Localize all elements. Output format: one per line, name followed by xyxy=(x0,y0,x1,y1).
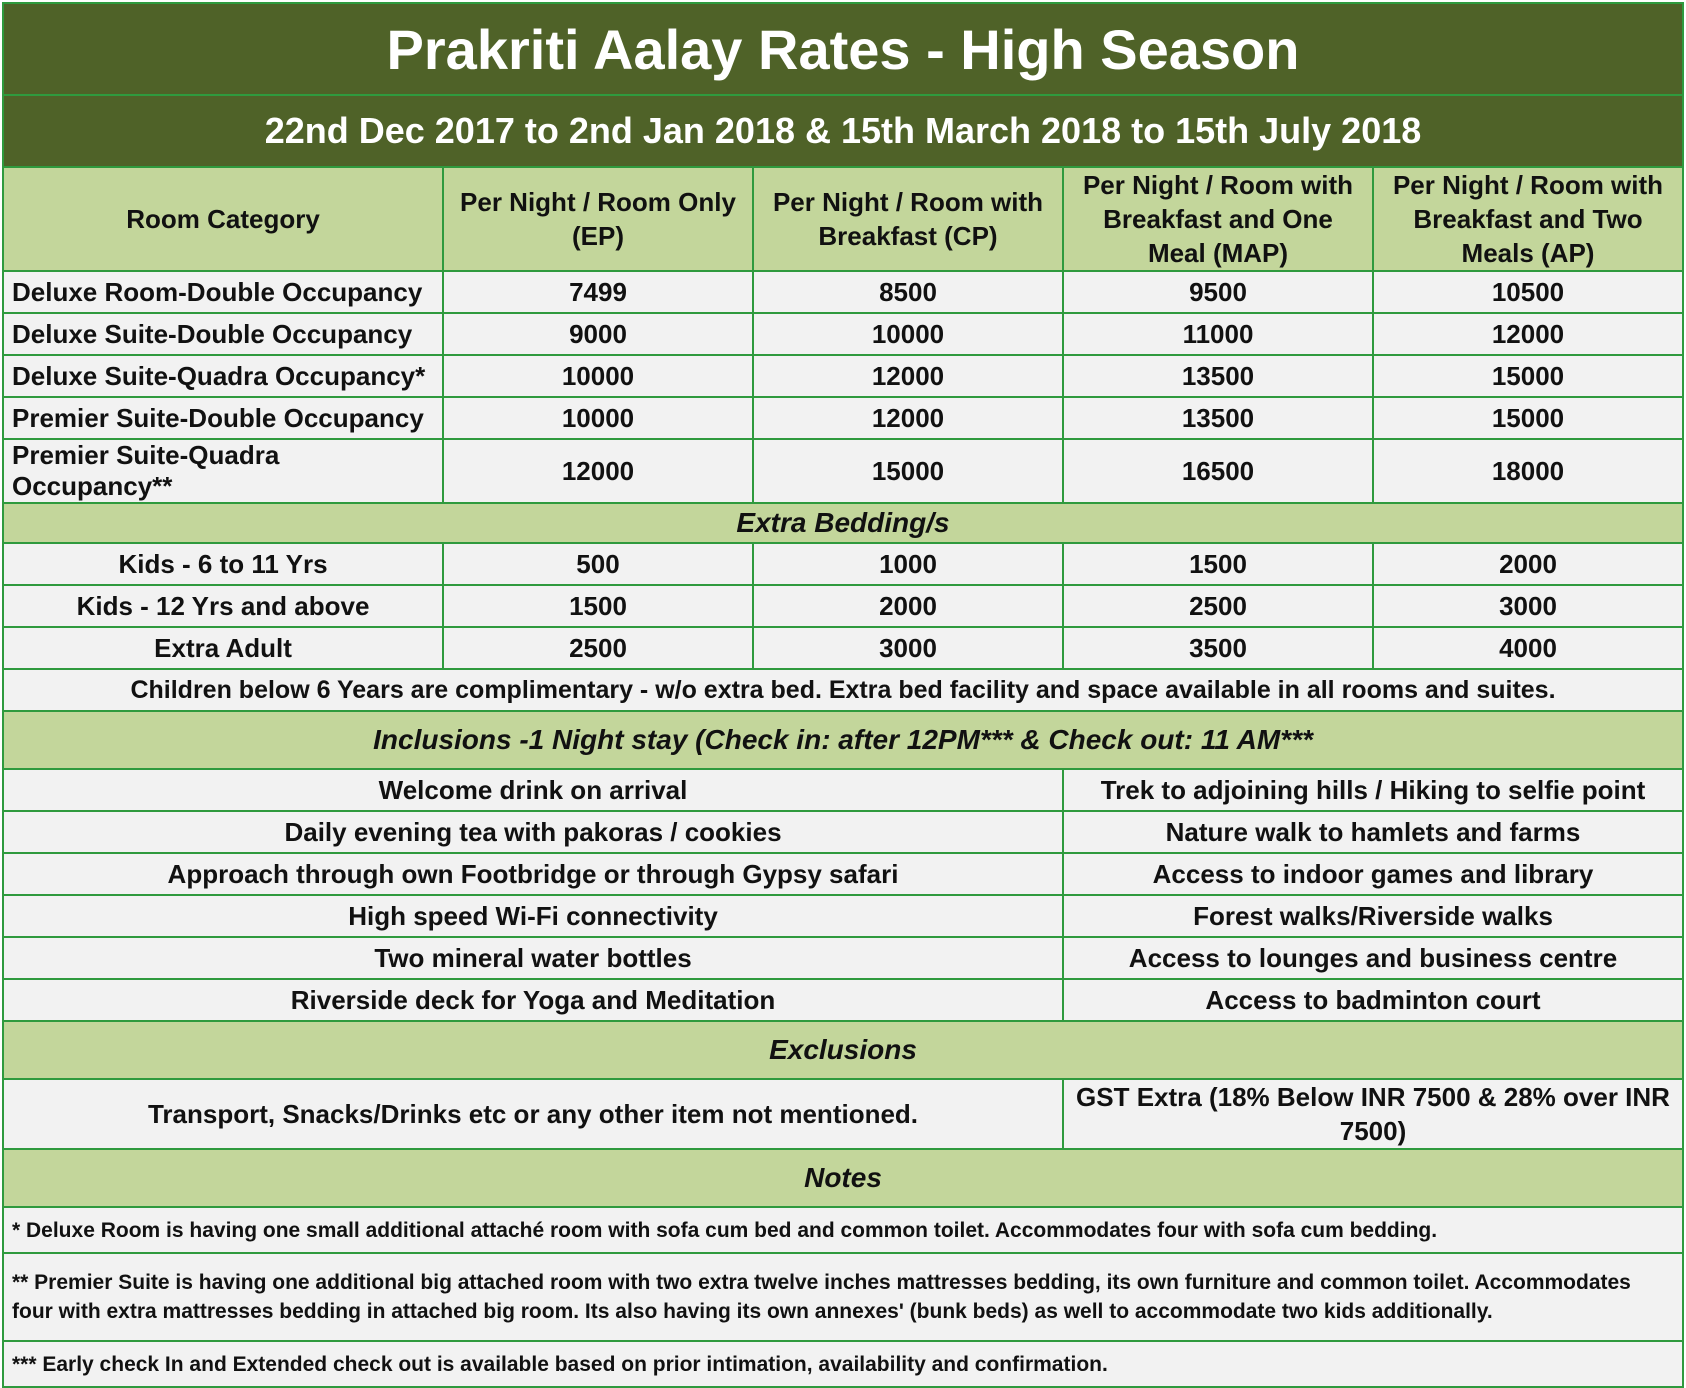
rate-cp: 2000 xyxy=(753,585,1063,627)
list-item xyxy=(3,853,1683,895)
rate-ep: 500 xyxy=(443,543,753,585)
inclusion-right: Access to lounges and business centre xyxy=(1063,937,1683,979)
extra-bedding-heading-row xyxy=(3,503,1683,543)
room-name: Premier Suite-Quadra Occupancy** xyxy=(3,439,443,503)
table-row xyxy=(3,271,1683,313)
column-header-row xyxy=(3,167,1683,271)
note-row xyxy=(3,1253,1683,1341)
note-item: *** Early check In and Extended check out is available based on prior intimation, availability and confirmation. xyxy=(3,1341,1683,1387)
children-note-row xyxy=(3,669,1683,711)
room-name: Premier Suite-Double Occupancy xyxy=(3,397,443,439)
rate-cp: 1000 xyxy=(753,543,1063,585)
inclusion-right: Access to badminton court xyxy=(1063,979,1683,1021)
bedding-name: Extra Adult xyxy=(3,627,443,669)
rate-map: 11000 xyxy=(1063,313,1373,355)
room-name: Deluxe Suite-Double Occupancy xyxy=(3,313,443,355)
header-ap: Per Night / Room with Breakfast and Two Meals (AP) xyxy=(1373,167,1683,271)
header-map: Per Night / Room with Breakfast and One Meal (MAP) xyxy=(1063,167,1373,271)
rate-ap: 15000 xyxy=(1373,397,1683,439)
rate-map: 9500 xyxy=(1063,271,1373,313)
table-row xyxy=(3,585,1683,627)
list-item xyxy=(3,979,1683,1021)
list-item xyxy=(3,895,1683,937)
exclusions-heading: Exclusions xyxy=(3,1021,1683,1079)
rate-map: 3500 xyxy=(1063,627,1373,669)
exclusion-right: GST Extra (18% Below INR 7500 & 28% over INR 7500) xyxy=(1063,1079,1683,1149)
table-row xyxy=(3,313,1683,355)
inclusion-right: Forest walks/Riverside walks xyxy=(1063,895,1683,937)
table-row xyxy=(3,439,1683,503)
bedding-name: Kids - 6 to 11 Yrs xyxy=(3,543,443,585)
rate-ep: 9000 xyxy=(443,313,753,355)
note-item: ** Premier Suite is having one additional big attached room with two extra twelve inches mattresses bedding, its own furniture and common toilet. Accommodates four with extra mattresses bedding in attached big room. Its also having its own annexes' (bunk beds) as well to accommodate two kids additionally. xyxy=(3,1253,1683,1341)
note-row xyxy=(3,1341,1683,1387)
table-row xyxy=(3,627,1683,669)
rate-ap: 18000 xyxy=(1373,439,1683,503)
inclusion-left: Two mineral water bottles xyxy=(3,937,1063,979)
rate-map: 1500 xyxy=(1063,543,1373,585)
rate-ap: 15000 xyxy=(1373,355,1683,397)
notes-heading-row xyxy=(3,1149,1683,1207)
exclusions-row xyxy=(3,1079,1683,1149)
note-item: * Deluxe Room is having one small additional attaché room with sofa cum bed and common toilet. Accommodates four with sofa cum bedding. xyxy=(3,1207,1683,1253)
rate-map: 16500 xyxy=(1063,439,1373,503)
note-row xyxy=(3,1207,1683,1253)
bedding-name: Kids - 12 Yrs and above xyxy=(3,585,443,627)
title-row xyxy=(3,3,1683,95)
inclusion-left: High speed Wi-Fi connectivity xyxy=(3,895,1063,937)
inclusions-heading: Inclusions -1 Night stay (Check in: after 12PM*** & Check out: 11 AM*** xyxy=(3,711,1683,769)
rate-table xyxy=(2,2,1684,1388)
header-ep: Per Night / Room Only (EP) xyxy=(443,167,753,271)
rate-map: 13500 xyxy=(1063,355,1373,397)
rate-cp: 10000 xyxy=(753,313,1063,355)
inclusion-left: Welcome drink on arrival xyxy=(3,769,1063,811)
rate-cp: 15000 xyxy=(753,439,1063,503)
table-row xyxy=(3,397,1683,439)
list-item xyxy=(3,811,1683,853)
room-name: Deluxe Room-Double Occupancy xyxy=(3,271,443,313)
rate-ep: 10000 xyxy=(443,355,753,397)
children-note: Children below 6 Years are complimentary - w/o extra bed. Extra bed facility and space available in all rooms and suites. xyxy=(3,669,1683,711)
header-room-category: Room Category xyxy=(3,167,443,271)
header-cp: Per Night / Room with Breakfast (CP) xyxy=(753,167,1063,271)
inclusion-left: Daily evening tea with pakoras / cookies xyxy=(3,811,1063,853)
rate-ep: 10000 xyxy=(443,397,753,439)
exclusion-left: Transport, Snacks/Drinks etc or any other item not mentioned. xyxy=(3,1079,1063,1149)
rate-cp: 3000 xyxy=(753,627,1063,669)
inclusion-right: Access to indoor games and library xyxy=(1063,853,1683,895)
notes-heading: Notes xyxy=(3,1149,1683,1207)
inclusion-left: Approach through own Footbridge or through Gypsy safari xyxy=(3,853,1063,895)
rate-cp: 8500 xyxy=(753,271,1063,313)
inclusion-left: Riverside deck for Yoga and Meditation xyxy=(3,979,1063,1021)
rate-ap: 2000 xyxy=(1373,543,1683,585)
inclusions-heading-row xyxy=(3,711,1683,769)
rate-sheet xyxy=(2,2,1682,1388)
table-row xyxy=(3,355,1683,397)
season-dates: 22nd Dec 2017 to 2nd Jan 2018 & 15th March 2018 to 15th July 2018 xyxy=(3,95,1683,167)
subtitle-row xyxy=(3,95,1683,167)
rate-ap: 12000 xyxy=(1373,313,1683,355)
list-item xyxy=(3,769,1683,811)
inclusion-right: Nature walk to hamlets and farms xyxy=(1063,811,1683,853)
rate-ap: 4000 xyxy=(1373,627,1683,669)
rate-ap: 3000 xyxy=(1373,585,1683,627)
inclusion-right: Trek to adjoining hills / Hiking to selfie point xyxy=(1063,769,1683,811)
rate-cp: 12000 xyxy=(753,355,1063,397)
rate-ep: 1500 xyxy=(443,585,753,627)
rate-map: 2500 xyxy=(1063,585,1373,627)
list-item xyxy=(3,937,1683,979)
rate-map: 13500 xyxy=(1063,397,1373,439)
table-row xyxy=(3,543,1683,585)
page-title: Prakriti Aalay Rates - High Season xyxy=(3,3,1683,95)
rate-cp: 12000 xyxy=(753,397,1063,439)
room-name: Deluxe Suite-Quadra Occupancy* xyxy=(3,355,443,397)
rate-ap: 10500 xyxy=(1373,271,1683,313)
rate-ep: 12000 xyxy=(443,439,753,503)
extra-bedding-heading: Extra Bedding/s xyxy=(3,503,1683,543)
rate-ep: 7499 xyxy=(443,271,753,313)
rate-ep: 2500 xyxy=(443,627,753,669)
exclusions-heading-row xyxy=(3,1021,1683,1079)
